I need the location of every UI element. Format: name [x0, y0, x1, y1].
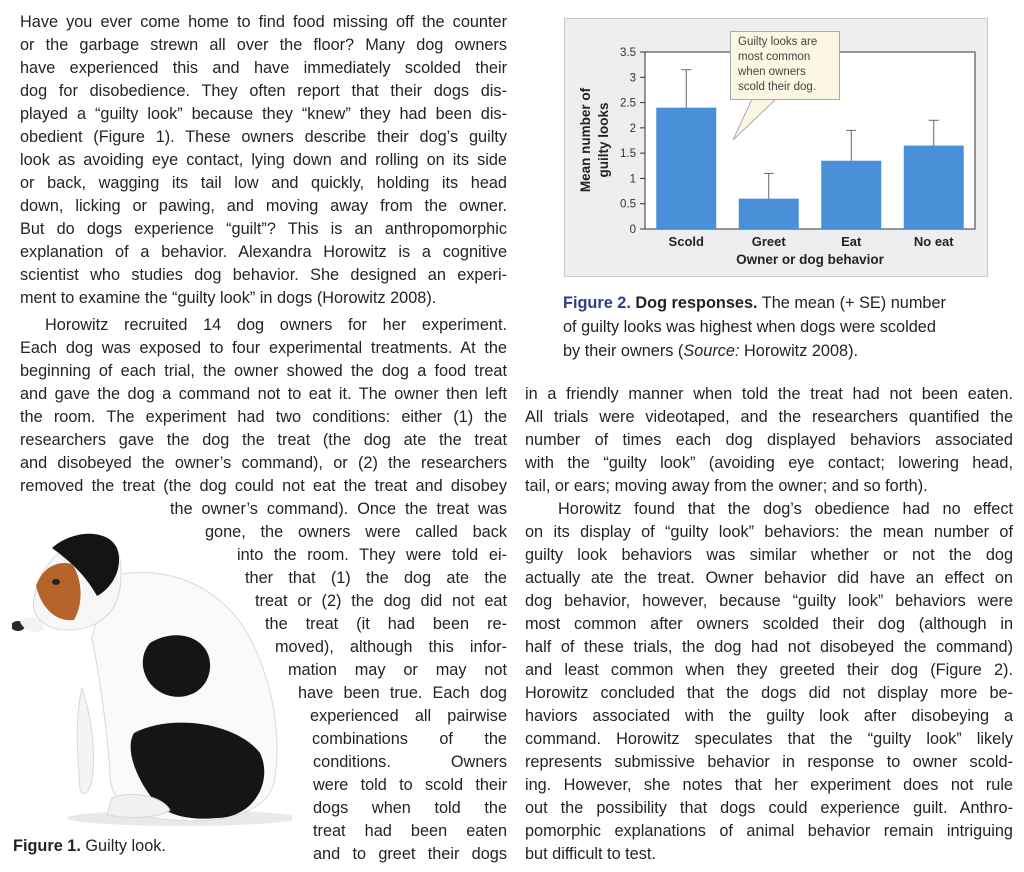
left-column-line: have experienced this and have immediately scolded their: [20, 59, 507, 77]
right-column-line: haviors associated with the guilty look after disobeying a: [525, 707, 1013, 725]
left-column-line: and to greet their dogs: [313, 845, 507, 863]
left-column-line: ther that (1) the dog ate the: [245, 569, 507, 587]
left-column-line: Have you ever come home to find food missing off the counter: [20, 13, 507, 31]
y-tick-label: 0: [629, 224, 636, 236]
left-column-line: the room. The experiment had two conditions: either (1) the: [20, 408, 507, 426]
left-column-line: gone, the owners were called back: [205, 523, 507, 541]
left-column-line: look as avoiding eye contact, lying down and rolling on its side: [20, 151, 507, 169]
left-column-line: dogs when told the: [313, 799, 507, 817]
right-column-line: actually ate the treat. Owner behavior did have an effect on: [525, 569, 1013, 587]
left-column-line: played a “guilty look” because they “knew” they had been dis-: [20, 105, 507, 123]
figure2-caption-part: Horowitz 2008).: [744, 342, 859, 360]
x-tick-label: Eat: [841, 234, 862, 249]
y-tick-label: 2: [629, 122, 636, 135]
right-column-line: tail, or ears; moving away from the owner; and so forth).: [525, 477, 928, 495]
left-column-line: Each dog was exposed to four experimental treatments. At the: [20, 339, 507, 357]
right-column-line: pomorphic explanations of animal behavior remain intriguing: [525, 822, 1013, 840]
right-column-line: with the “guilty look” (avoiding eye contact; lowering head,: [525, 454, 1013, 472]
callout-line: scold their dog.: [738, 81, 816, 93]
right-column-line: ing. However, she notes that her experiment does not rule: [525, 776, 1013, 794]
bar-eat: [821, 161, 881, 229]
left-column-line: treat had been eaten: [313, 822, 507, 840]
left-column-line: have been true. Each dog: [298, 684, 507, 702]
left-column-line: explanation of a behavior. Alexandra Horowitz is a cognitive: [20, 243, 507, 261]
left-column-line: or the garbage strewn all over the floor? Many dog owners: [20, 36, 507, 54]
y-tick-label: 2.5: [620, 97, 636, 110]
right-column-line: number of times each dog displayed behaviors associated: [525, 431, 1013, 449]
bar-scold: [656, 108, 716, 229]
right-column-line: represents submissive behavior in response to owner scold-: [525, 753, 1013, 771]
left-column-line: moved), although this infor-: [275, 638, 507, 656]
left-column-line: ment to examine the “guilty look” in dogs (Horowitz 2008).: [20, 289, 437, 307]
left-column-line: combinations of the: [312, 730, 507, 748]
x-axis-label: Owner or dog behavior: [736, 252, 884, 267]
left-column-line: mation may or may not: [288, 661, 507, 679]
right-column-line: All trials were videotaped, and the researchers quantified the: [525, 408, 1013, 426]
figure2-chart-svg: [0, 0, 1024, 300]
left-column-line: obedient (Figure 1). These owners describe their dog’s guilty: [20, 128, 507, 146]
chart-callout: [730, 31, 840, 100]
left-column-line: researchers gave the dog the treat (the dog ate the treat: [20, 431, 507, 449]
left-column-line: down, licking or pawing, and moving away from the owner.: [20, 197, 507, 215]
left-column-line: Horowitz recruited 14 dog owners for her experiment.: [45, 316, 507, 334]
figure2-caption-line3: [563, 341, 858, 362]
x-tick-label: No eat: [913, 234, 954, 249]
callout-line: Guilty looks are: [738, 36, 818, 48]
figure2-caption-line2: of guilty looks was highest when dogs were scolded: [563, 318, 936, 336]
y-tick-label: 3.5: [620, 47, 636, 59]
left-column-line: scientist who studies dog behavior. She designed an experi-: [20, 266, 507, 284]
y-axis-label: guilty looks: [596, 102, 611, 178]
right-column-line: dog behavior, however, because “guilty look” behaviors were: [525, 592, 1013, 610]
left-column-line: conditions. Owners: [313, 753, 507, 771]
figure2-title: Dog responses.: [635, 294, 758, 312]
right-column-line: Horowitz concluded that the dogs did not display more be-: [525, 684, 1013, 702]
left-column-line: and disobeyed the owner’s command), or (2) the researchers: [20, 454, 507, 472]
right-column-line: command. Horowitz speculates that the “guilty look” likely: [525, 730, 1013, 748]
bar-no-eat: [904, 146, 964, 229]
left-column-line: But do dogs experience “guilt”? This is an anthropomorphic: [20, 220, 507, 238]
x-tick-label: Greet: [751, 234, 786, 249]
right-column-line: but difficult to test.: [525, 845, 656, 863]
y-axis-label: Mean number of: [578, 87, 593, 193]
left-column-line: were told to scold their: [313, 776, 507, 794]
right-column-line: out the possibility that dogs could experience guilt. Anthro-: [525, 799, 1013, 817]
callout-line: most common: [738, 51, 811, 63]
left-column-line: the owner’s command). Once the treat was: [170, 500, 507, 518]
right-column-line: guilty look behaviors was similar whether or not the dog: [525, 546, 1013, 564]
left-column-line: or back, wagging its tail low and quickly, holding its head: [20, 174, 507, 192]
left-column-line: the treat (it had been re-: [265, 615, 507, 633]
right-column-line: on its display of “guilty look” behaviors: the mean number of: [525, 523, 1013, 541]
bar-greet: [739, 199, 799, 229]
figure1-caption-text: Guilty look.: [85, 837, 166, 855]
right-column-line: Horowitz found that the dog’s obedience had no effect: [558, 500, 1013, 518]
right-column-line: half of these trials, the dog had not disobeyed the command): [525, 638, 1013, 656]
y-tick-label: 0.5: [620, 198, 636, 211]
figure1-caption: [13, 836, 166, 857]
left-column-line: and gave the dog a command not to eat it. The owner then left: [20, 385, 507, 403]
left-column-line: dog for disobedience. They often report that their dogs dis-: [20, 82, 507, 100]
figure2-caption-part: by their owners (: [563, 342, 684, 360]
left-column-line: treat or (2) the dog did not eat: [255, 592, 507, 610]
y-tick-label: 1.5: [620, 148, 636, 161]
left-column-line: experienced all pairwise: [310, 707, 507, 725]
figure2-caption-line1: [563, 293, 946, 314]
right-column-line: most common after owners scolded their dog (although in: [525, 615, 1013, 633]
figure2-label: Figure 2.: [563, 294, 631, 312]
left-column-line: into the room. They were told ei-: [237, 546, 507, 564]
dog-photo: [12, 518, 292, 828]
x-tick-label: Scold: [668, 234, 704, 249]
right-column-line: in a friendly manner when told the treat had not been eaten.: [525, 385, 1013, 403]
figure2-caption-text: The mean (+ SE) number: [761, 294, 946, 312]
figure1-label: Figure 1.: [13, 837, 81, 855]
y-tick-label: 1: [629, 173, 636, 186]
left-column-line: beginning of each trial, the owner showed the dog a food treat: [20, 362, 507, 380]
callout-line: when owners: [738, 66, 806, 78]
left-column-line: removed the treat (the dog could not eat the treat and disobey: [20, 477, 507, 495]
figure2-caption-source: Source:: [683, 342, 740, 360]
right-column-line: and least common when they greeted their dog (Figure 2).: [525, 661, 1013, 679]
y-tick-label: 3: [629, 72, 636, 85]
